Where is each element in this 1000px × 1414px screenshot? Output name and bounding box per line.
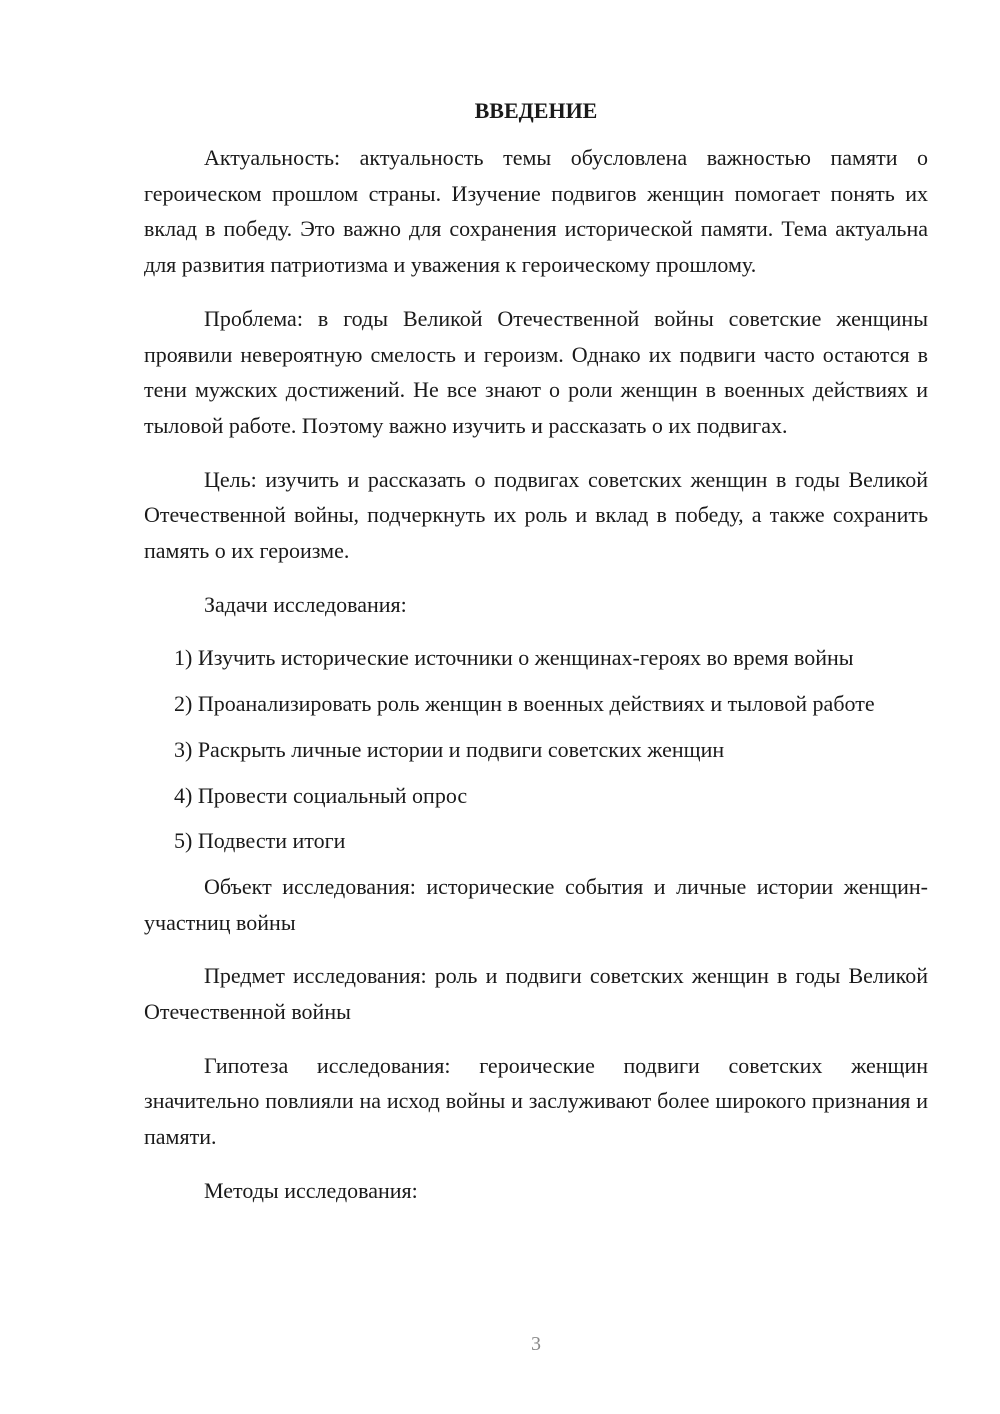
task-item-4: 4) Провести социальный опрос: [174, 782, 468, 808]
section-title: ВВЕДЕНИЕ: [474, 98, 598, 123]
task-item-1: 1) Изучить исторические источники о женщинах-героях во время войны: [174, 645, 854, 671]
paragraph-hypothesis: Гипотеза исследования: героические подвиги советских женщин значительно повлияли на исход войны и заслуживают более широкого признания и памяти.: [144, 1052, 928, 1150]
document-page: [144, 96, 928, 1227]
page-number: 3: [531, 1333, 541, 1355]
methods-heading: Методы исследования:: [204, 1177, 418, 1203]
paragraph-problem: Проблема: в годы Великой Отечественной войны советские женщины проявили невероятную смелость и героизм. Однако их подвиги часто остаются в тени мужских достижений. Не все знают о роли женщин в военных действиях и тыловой работе. Поэтому важно изучить и рассказать о их подвигах.: [144, 305, 928, 438]
task-item-2: 2) Проанализировать роль женщин в военных действиях и тыловой работе: [174, 691, 875, 717]
paragraph-object: Объект исследования: исторические события и личные истории женщин-участниц войны: [144, 873, 928, 935]
paragraph-subject: Предмет исследования: роль и подвиги советских женщин в годы Великой Отечественной войны: [144, 963, 928, 1025]
task-item-5: 5) Подвести итоги: [174, 828, 346, 854]
paragraph-goal: Цель: изучить и рассказать о подвигах советских женщин в годы Великой Отечественной войны, подчеркнуть их роль и вклад в победу, а также сохранить память о их героизме.: [144, 466, 928, 564]
task-item-3: 3) Раскрыть личные истории и подвиги советских женщин: [174, 736, 725, 762]
tasks-heading: Задачи исследования:: [204, 591, 407, 617]
paragraph-relevance: Актуальность: актуальность темы обусловлена важностью памяти о героическом прошлом страны. Изучение подвигов женщин помогает понять их вклад в победу. Это важно для сохранения исторической памяти. Тема актуальна для развития патриотизма и уважения к героическому прошлому.: [144, 145, 928, 278]
